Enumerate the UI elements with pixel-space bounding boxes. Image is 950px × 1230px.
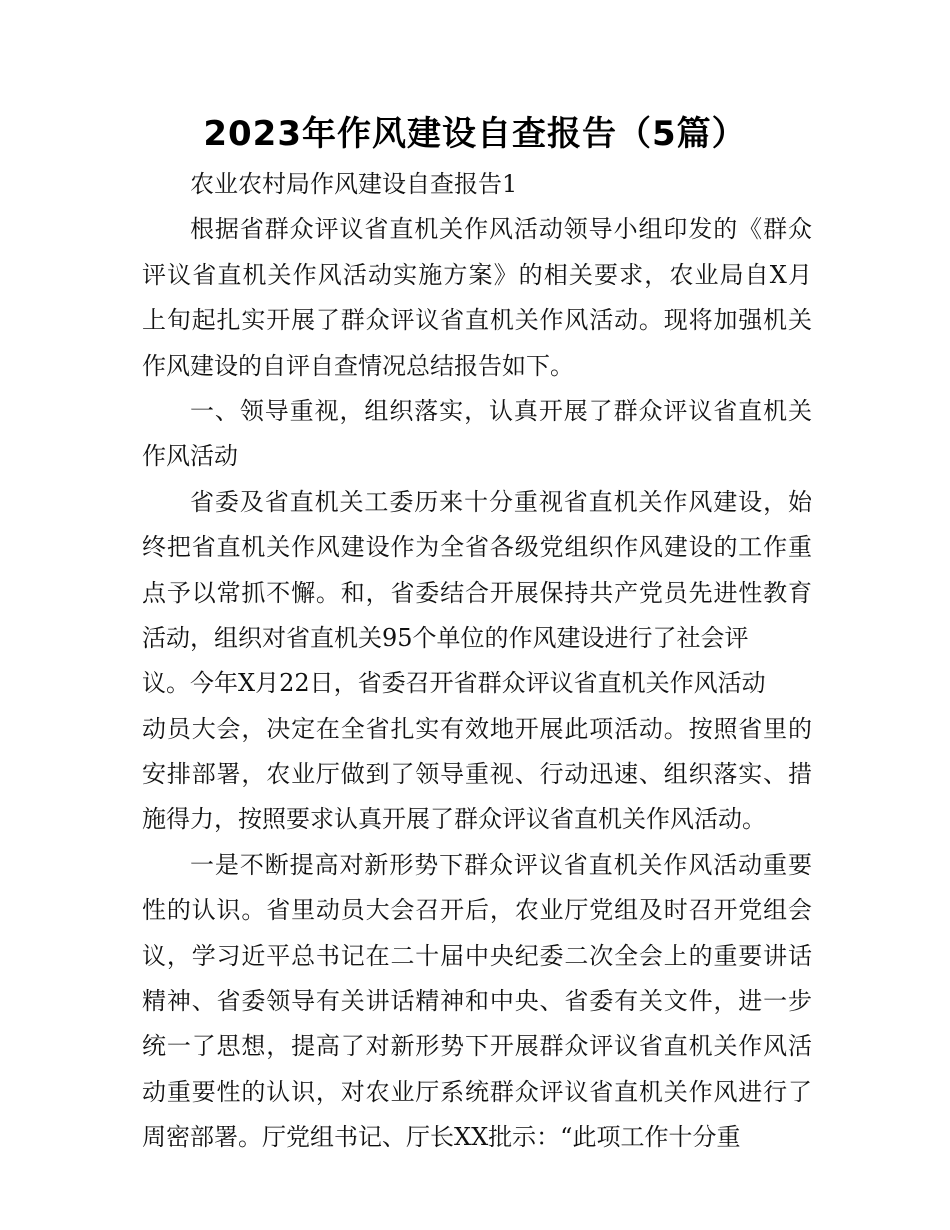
text-line: 统一了思想，提高了对新形势下开展群众评议省直机关作风活 bbox=[142, 1032, 812, 1061]
text-line: 一是不断提高对新形势下群众评议省直机关作风活动重要 bbox=[190, 850, 812, 879]
text-line: 农业农村局作风建设自查报告1 bbox=[190, 170, 518, 198]
text-line: 活动，组织对省直机关95个单位的作风建设进行了社会评 bbox=[142, 623, 749, 652]
text-line: 安排部署，农业厅做到了领导重视、行动迅速、组织落实、措 bbox=[142, 760, 812, 789]
text-line: 评议省直机关作风活动实施方案》的相关要求，农业局自X月 bbox=[142, 260, 812, 289]
text-line: 性的认识。省里动员大会召开后，农业厅党组及时召开党组会 bbox=[142, 896, 812, 925]
text-line: 上旬起扎实开展了群众评议省直机关作风活动。现将加强机关 bbox=[142, 306, 812, 335]
text-line: 作风活动 bbox=[142, 442, 238, 471]
text-line: 省委及省直机关工委历来十分重视省直机关作风建设，始 bbox=[190, 487, 812, 516]
text-line: 一、领导重视，组织落实，认真开展了群众评议省直机关 bbox=[190, 396, 812, 425]
text-line: 作风建设的自评自查情况总结报告如下。 bbox=[142, 351, 574, 380]
text-line: 议，学习近平总书记在二十届中央纪委二次全会上的重要讲话 bbox=[142, 941, 812, 970]
text-line: 周密部署。厅党组书记、厅长XX批示：“此项工作十分重 bbox=[142, 1123, 741, 1152]
text-line: 根据省群众评议省直机关作风活动领导小组印发的《群众 bbox=[190, 215, 812, 244]
text-line: 议。今年X月22日，省委召开省群众评议省直机关作风活动 bbox=[142, 669, 766, 698]
text-line: 施得力，按照要求认真开展了群众评议省直机关作风活动。 bbox=[142, 805, 766, 834]
text-line: 动员大会，决定在全省扎实有效地开展此项活动。按照省里的 bbox=[142, 714, 812, 743]
text-line: 点予以常抓不懈。和，省委结合开展保持共产党员先进性教育 bbox=[142, 578, 812, 607]
text-line: 精神、省委领导有关讲话精神和中央、省委有关文件，进一步 bbox=[142, 987, 812, 1016]
text-line: 终把省直机关作风建设作为全省各级党组织作风建设的工作重 bbox=[142, 533, 812, 562]
text-line: 动重要性的认识，对农业厅系统群众评议省直机关作风进行了 bbox=[142, 1077, 812, 1106]
document-title: 2023年作风建设自查报告（5篇） bbox=[203, 114, 747, 154]
document-body bbox=[142, 162, 812, 1161]
